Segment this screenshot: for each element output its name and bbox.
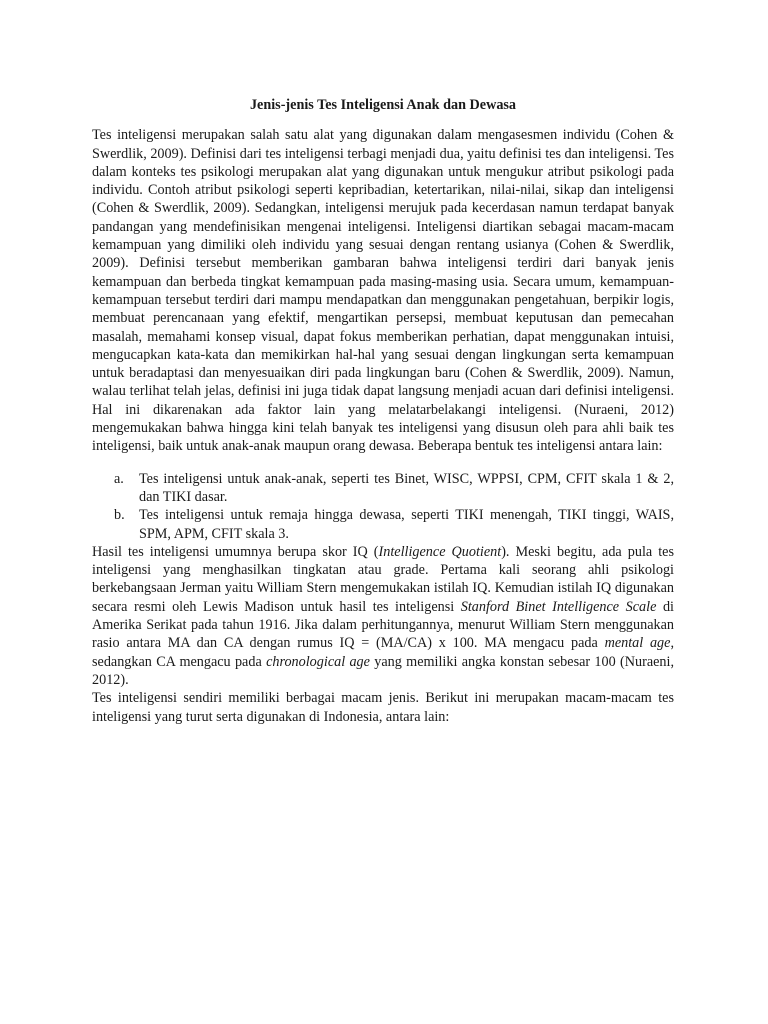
paragraph-iq-text-4: , sedangkan CA mengacu pada (92, 635, 674, 670)
paragraph-iq-text-3: di Amerika Serikat pada tahun 1916. Jika dalam perhitungannya, menurut William Stern menggunakan rasio antara MA dan CA dengan rumus IQ = (MA/CA) x 100. MA mengacu pada (92, 598, 674, 652)
paragraph-intro: Tes inteligensi merupakan salah satu alat yang digunakan dalam mengasesmen individu (Cohen & Swerdlik, 2009). Definisi dari tes inteligensi terbagi menjadi dua, yaitu definisi tes dan inteligensi. Tes dalam konteks tes psikologi merupakan alat yang digunakan untuk mengukur atribut psikologi pada individu. Contoh atribut psikologi seperti kepribadian, ketertarikan, nilai-nilai, sikap dan inteligensi (Cohen & Swerdlik, 2009). Sedangkan, inteligensi merujuk pada kecerdasan namun terdapat banyak pandangan yang mendefinisikan mengenai inteligensi. Inteligensi diartikan sebagai macam-macam kemampuan yang dimiliki oleh individu yang sesuai dengan rentang usianya (Cohen & Swerdlik, 2009). Definisi tersebut memberikan gambaran bahwa inteligensi terdiri dari banyak jenis kemampuan dan berbeda tingkat kemampuan pada masing-masing usia. Secara umum, kemampuan-kemampuan tersebut terdiri dari mampu mendapatkan dan menggunakan pengetahuan, berpikir logis, membuat perencanaan yang efektif, mengartikan persepsi, membuat keputusan dan pemecahan masalah, memahami konsep visual, dapat fokus memberikan perhatian, dapat menggunakan intuisi, mengucapkan kata-kata dan memikirkan hal-hal yang sesuai dengan lingkungan serta kemampuan untuk beradaptasi dan menyesuaikan diri pada lingkungan baru (Cohen & Swerdlik, 2009). Namun, walau terlihat telah jelas, definisi ini juga tidak dapat langsung menjadi acuan dari definisi inteligensi. Hal ini dikarenakan ada faktor lain yang melatarbelakangi inteligensi. (Nuraeni, 2012) mengemukakan bahwa hingga kini telah banyak tes inteligensi yang disusun oleh para ahli baik tes inteligensi, baik untuk anak-anak maupun orang dewasa. Beberapa bentuk tes inteligensi antara lain: (92, 127, 674, 455)
paragraph-iq-text-1: Hasil tes inteligensi umumnya berupa skor IQ ( (92, 543, 379, 560)
list-marker: a. (114, 470, 124, 487)
paragraph-iq-italic-3: mental age (604, 635, 671, 652)
list-item (92, 470, 674, 507)
list-item-text: Tes inteligensi untuk anak-anak, seperti tes Binet, WISC, WPPSI, CPM, CFIT skala 1 & 2, dan TIKI dasar. (139, 470, 674, 505)
paragraph-iq-text-2: ). Meski begitu, ada pula tes inteligensi yang menghasilkan tingkatan atau grade. Pertama kali seorang ahli psikologi berkebangsaan Jerman yaitu William Stern mengemukakan istilah IQ. Kemudian istilah IQ digunakan secara resmi oleh Lewis Madison untuk hasil tes inteligensi (92, 543, 674, 615)
paragraph-iq-italic-2: Stanford Binet Intelligence Scale (460, 598, 657, 615)
list-item (92, 506, 674, 543)
paragraph-iq-italic-4: chronological age (266, 653, 370, 670)
document-page (92, 96, 674, 726)
paragraph-iq-italic-1: Intelligence Quotient (378, 543, 502, 560)
paragraph-iq-text-5: yang memiliki angka konstan sebesar 100 (Nuraeni, 2012). (92, 653, 674, 688)
paragraph-types: Tes inteligensi sendiri memiliki berbagai macam jenis. Berikut ini merupakan macam-macam tes inteligensi yang turut serta digunakan di Indonesia, antara lain: (92, 690, 674, 725)
test-type-list (92, 470, 674, 543)
paragraph-iq (92, 543, 674, 689)
list-marker: b. (114, 507, 125, 524)
document-title: Jenis-jenis Tes Inteligensi Anak dan Dewasa (249, 97, 517, 113)
list-item-text: Tes inteligensi untuk remaja hingga dewasa, seperti TIKI menengah, TIKI tinggi, WAIS, SPM, APM, CFIT skala 3. (139, 507, 674, 542)
